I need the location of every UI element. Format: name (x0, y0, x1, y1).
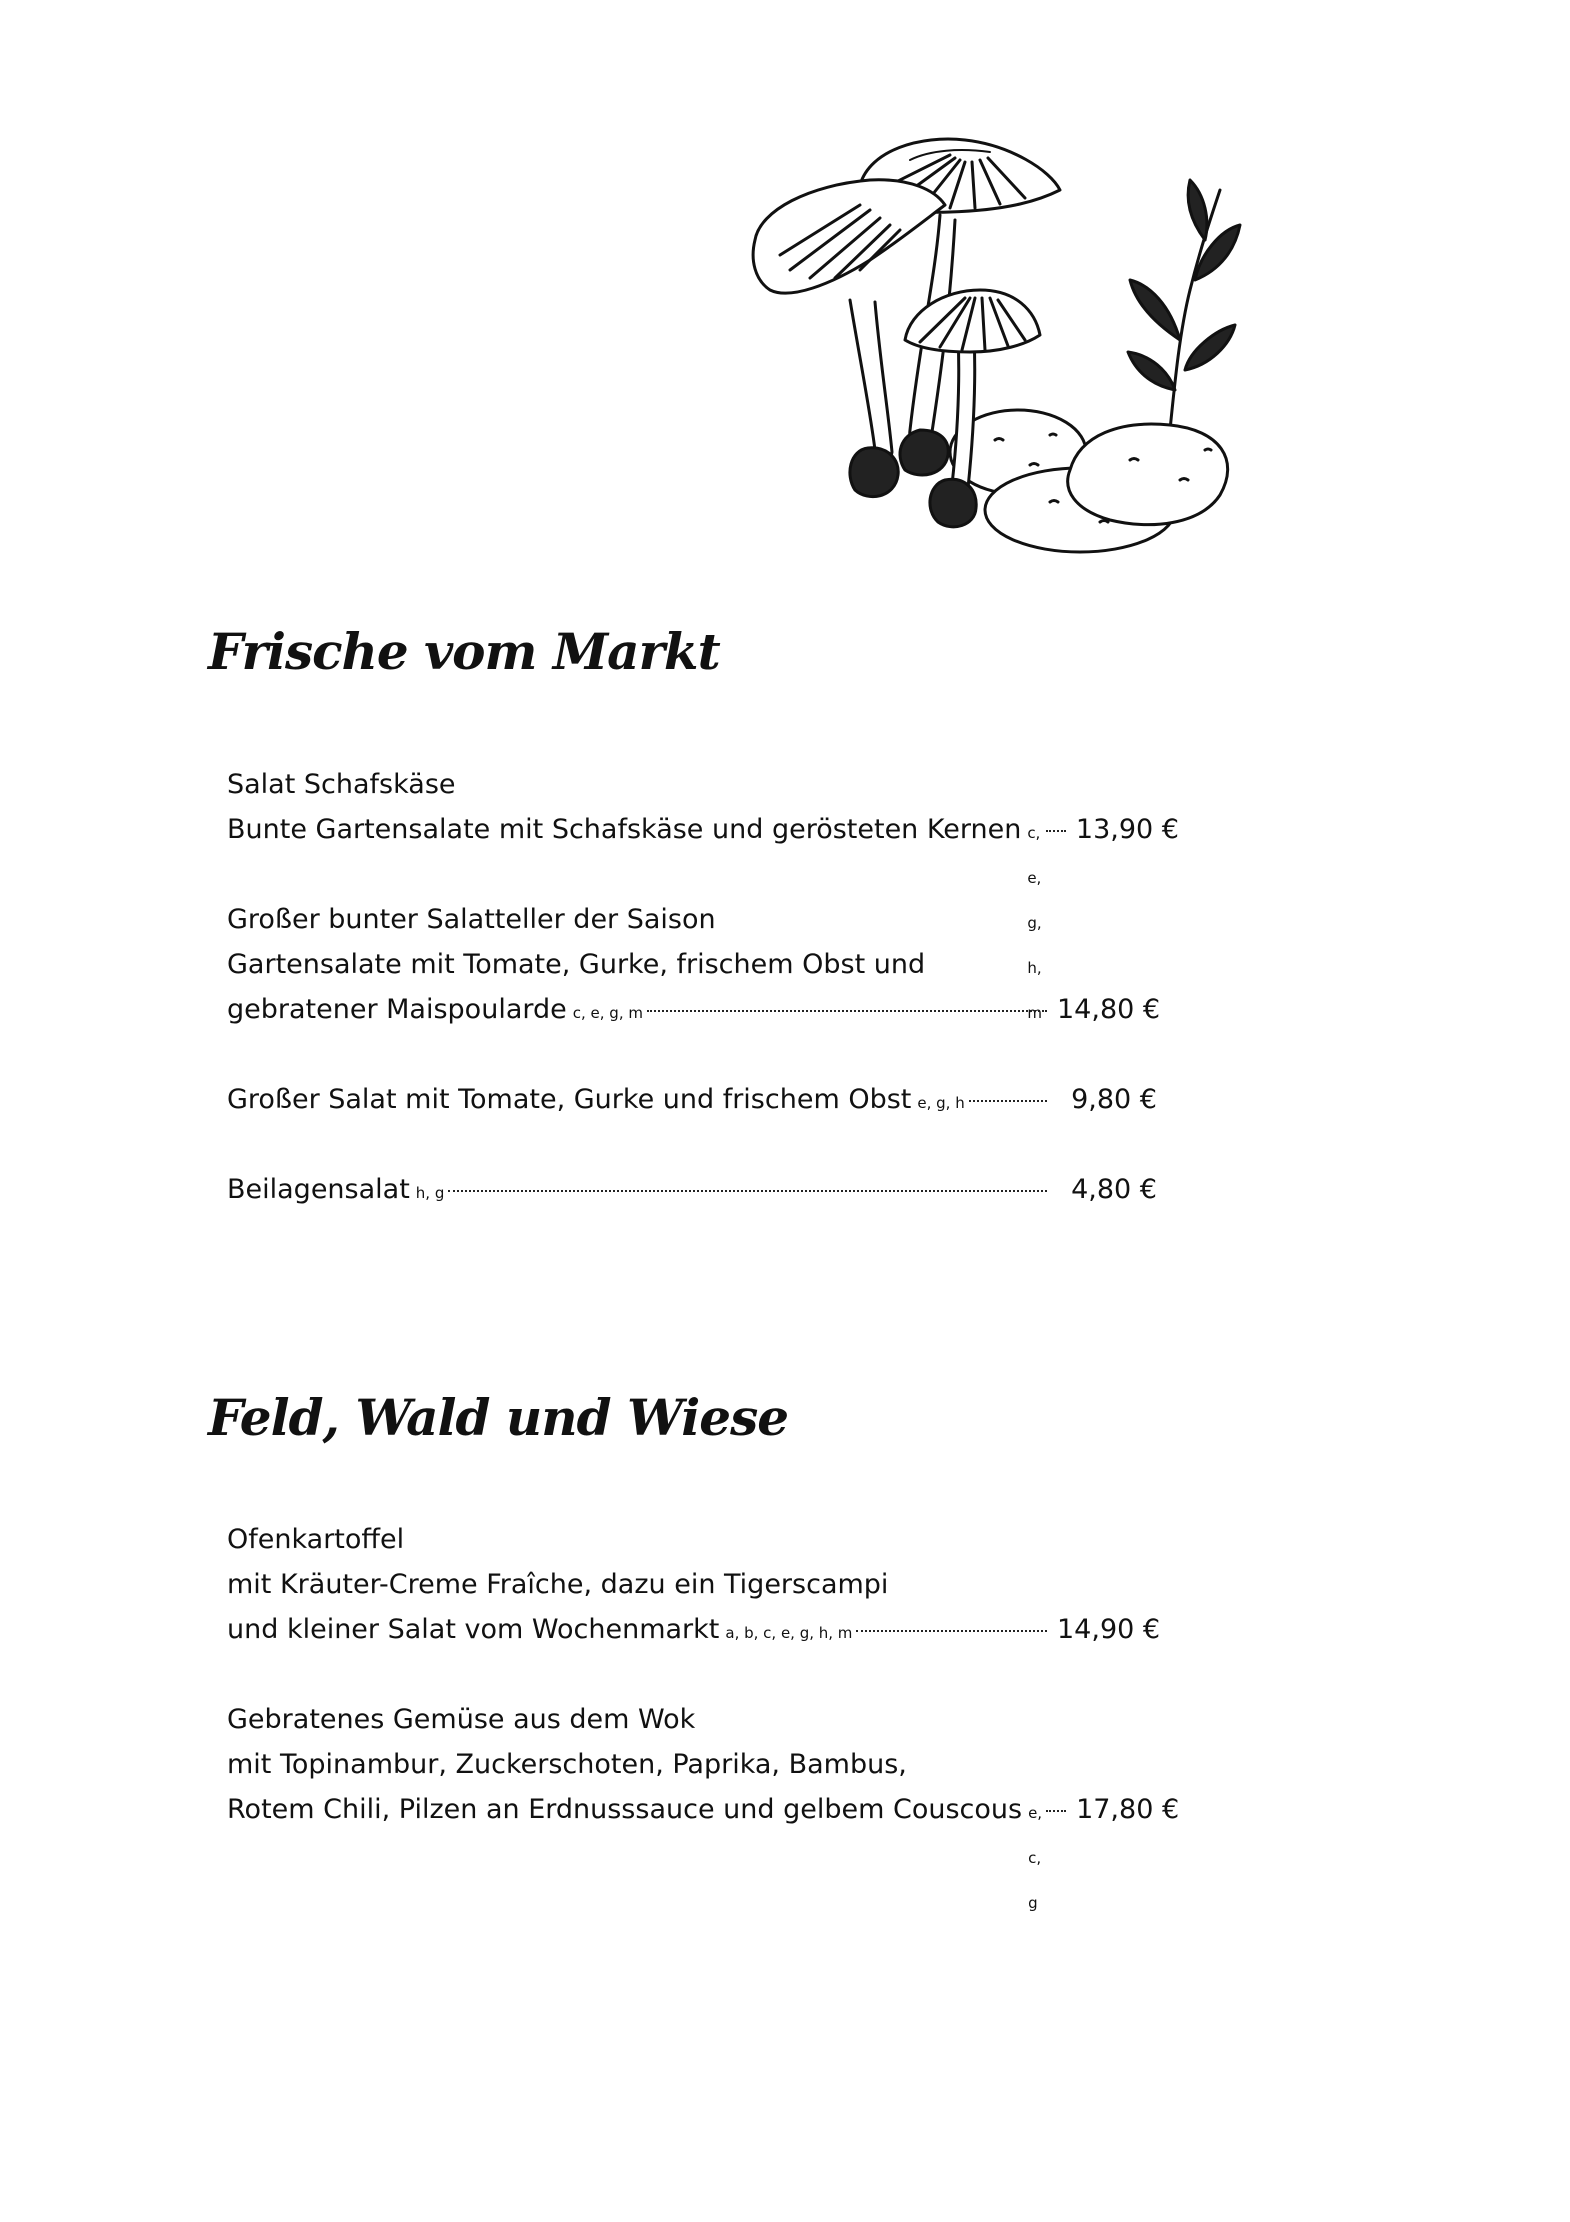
allergen-codes: h, g (415, 1184, 445, 1202)
menu-item-grosser-salat (227, 1077, 1157, 1122)
dish-name: Ofenkartoffel (227, 1524, 405, 1555)
dot-leader (969, 1100, 1047, 1102)
dish-price-line (227, 1077, 1157, 1122)
allergen-codes: c, e, g, m (572, 1004, 643, 1022)
dish-price: 9,80 € (1071, 1084, 1157, 1115)
dish-description: Rotem Chili, Pilzen an Erdnusssauce und gelbem Couscous (227, 1794, 1023, 1825)
dot-leader (448, 1190, 1047, 1192)
dish-description: Bunte Gartensalate mit Schafskäse und gerösteten Kernen (227, 814, 1022, 845)
allergen-codes: e, c, g (1028, 1804, 1043, 1912)
potato-icon (950, 410, 1228, 552)
dish-name: Beilagensalat (227, 1174, 410, 1205)
dish-description: gebratener Maispoularde (227, 994, 567, 1025)
dish-name: Großer bunter Salatteller der Saison (227, 904, 716, 935)
dot-leader (1046, 830, 1066, 832)
menu-item-salatteller (227, 897, 1161, 1032)
dish-name: Großer Salat mit Tomate, Gurke und frischem Obst (227, 1084, 912, 1115)
dish-price-line (227, 1607, 1161, 1652)
section-title-feld-wald-wiese: Feld, Wald und Wiese (208, 1388, 789, 1447)
allergen-codes: e, g, h (917, 1094, 965, 1112)
dish-price: 17,80 € (1076, 1794, 1180, 1825)
menu-item-ofenkartoffel (227, 1517, 1161, 1652)
menu-item-beilagensalat (227, 1167, 1157, 1212)
dot-leader (1046, 1810, 1066, 1812)
section-title-frische-vom-markt: Frische vom Markt (208, 622, 720, 681)
dish-description: und kleiner Salat vom Wochenmarkt (227, 1614, 720, 1645)
allergen-codes: a, b, c, e, g, h, m (725, 1624, 853, 1642)
menu-item-wok-gemuese (227, 1697, 1180, 1912)
dish-description: mit Kräuter-Creme Fraîche, dazu ein Tigerscampi (227, 1569, 889, 1600)
parsley-icon (1128, 180, 1240, 430)
dish-description: Gartensalate mit Tomate, Gurke, frischem Obst und (227, 949, 926, 980)
dish-price: 4,80 € (1071, 1174, 1157, 1205)
mushroom-illustration (750, 130, 1260, 560)
dot-leader (856, 1630, 1047, 1632)
allergen-codes: c, e, g, h, m (1027, 824, 1042, 1022)
dish-price: 13,90 € (1075, 814, 1179, 845)
dot-leader (647, 1010, 1047, 1012)
dish-price-line (227, 1787, 1180, 1912)
dish-name: Gebratenes Gemüse aus dem Wok (227, 1704, 696, 1735)
dish-name: Salat Schafskäse (227, 769, 456, 800)
dish-price: 14,90 € (1057, 1614, 1161, 1645)
dish-price-line (227, 1167, 1157, 1212)
dish-price: 14,80 € (1057, 994, 1161, 1025)
dish-description: mit Topinambur, Zuckerschoten, Paprika, Bambus, (227, 1749, 907, 1780)
dish-price-line (227, 987, 1161, 1032)
